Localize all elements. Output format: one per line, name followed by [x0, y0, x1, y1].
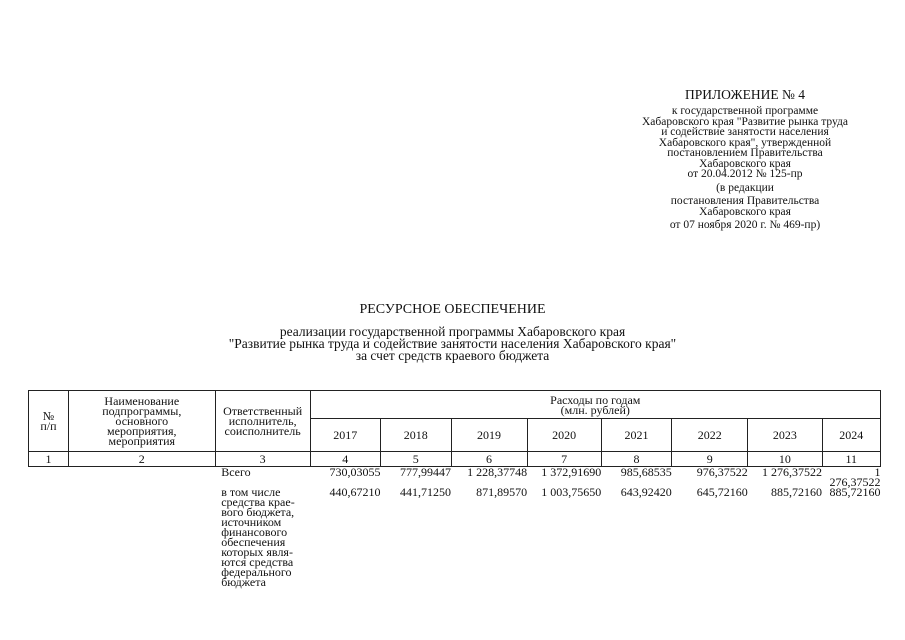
- header-executor-line: исполнитель,: [228, 414, 297, 428]
- subtitle-line: за счет средств краевого бюджета: [355, 348, 550, 363]
- appendix-title: ПРИЛОЖЕНИЕ № 4: [684, 87, 806, 102]
- table-row: [29, 487, 881, 587]
- row-value: 440,67210: [329, 485, 381, 499]
- column-number: 1: [29, 452, 69, 467]
- column-number: 8: [601, 452, 671, 467]
- appendix-line: Хабаровского края "Развитие рынка труда: [642, 115, 848, 128]
- row-value: 645,72160: [696, 485, 748, 499]
- column-number: 2: [68, 452, 215, 467]
- header-year: 2022: [672, 419, 748, 452]
- header-name-line: основного: [115, 414, 169, 428]
- header-name-line: Наименование: [104, 394, 180, 408]
- row-label-line: вого бюджета,: [221, 505, 295, 519]
- row-label: [215, 487, 310, 587]
- row-label-line: обеспечения: [221, 535, 286, 549]
- row-label-line: бюджета: [221, 575, 266, 589]
- row-label-line: которых явля-: [221, 545, 293, 559]
- row-value: 885,72160: [829, 485, 881, 499]
- row-label: Всего: [221, 465, 251, 479]
- row-label-line: ются средства: [221, 555, 294, 569]
- row-value: 871,89570: [476, 485, 528, 499]
- column-number: 3: [215, 452, 310, 467]
- appendix-line: постановлением Правительства: [667, 147, 823, 159]
- header-year: 2021: [601, 419, 671, 452]
- header-year: 2020: [527, 419, 601, 452]
- appendix-line: Хабаровского края: [699, 157, 791, 170]
- row-label-line: федерального: [221, 565, 292, 579]
- row-value: 1 228,37748: [467, 465, 528, 479]
- header-expenses: [310, 391, 880, 419]
- subtitle-line: "Развитие рынка труда и содействие занятости населения Хабаровского края": [228, 336, 677, 351]
- header-name-line: подпрограммы,: [102, 404, 182, 418]
- row-value: 1 276,37522: [829, 465, 881, 489]
- header-year: 2024: [822, 419, 881, 452]
- column-number: 5: [381, 452, 451, 467]
- column-number: 10: [748, 452, 822, 467]
- header-name: [68, 391, 215, 452]
- resource-table: [28, 390, 881, 587]
- appendix-line: к государственной программе: [671, 105, 819, 117]
- row-value: 730,03055: [329, 465, 381, 479]
- row-value: 1 003,75650: [541, 485, 602, 499]
- row-num: [29, 467, 69, 488]
- row-value: 643,92420: [620, 485, 672, 499]
- column-number: 11: [822, 452, 881, 467]
- row-value: 885,72160: [771, 485, 822, 499]
- document-subtitle: [0, 326, 905, 362]
- header-expenses-line: Расходы по годам: [550, 392, 641, 407]
- column-number: 7: [527, 452, 601, 467]
- row-value: 1 372,91690: [541, 465, 602, 479]
- header-year: 2019: [451, 419, 527, 452]
- header-year: 2017: [310, 419, 380, 452]
- row-label-line: в том числе: [221, 485, 281, 499]
- column-number: 4: [310, 452, 380, 467]
- header-num-line: п/п: [40, 419, 57, 433]
- row-value: 976,37522: [696, 465, 748, 479]
- document-title: РЕСУРСНОЕ ОБЕСПЕЧЕНИЕ: [359, 302, 546, 317]
- row-name: [68, 487, 215, 587]
- header-num: [29, 391, 69, 452]
- header-executor: [215, 391, 310, 452]
- row-label-line: источником: [221, 515, 282, 529]
- header-executor-line: Ответственный: [223, 404, 303, 418]
- appendix-line: от 20.04.2012 № 125-пр: [687, 168, 803, 180]
- row-value: 985,68535: [620, 465, 672, 479]
- row-name: [68, 467, 215, 488]
- column-number: 6: [451, 452, 527, 467]
- appendix-line: и содействие занятости населения: [661, 126, 829, 138]
- subtitle-line: реализации государственной программы Хабаровского края: [279, 324, 626, 339]
- edition-line: Хабаровского края: [699, 205, 791, 218]
- row-label-line: средства крае-: [221, 495, 295, 509]
- row-label-line: финансового: [221, 525, 288, 539]
- row-value: 777,99447: [400, 465, 452, 479]
- edition-line: от 07 ноября 2020 г. № 469-пр): [669, 219, 821, 231]
- appendix-block: [610, 88, 880, 231]
- row-value: 441,71250: [400, 485, 452, 499]
- edition-line: постановления Правительства: [670, 195, 820, 207]
- table-row: [29, 467, 881, 488]
- header-executor-line: соисполнитель: [224, 424, 301, 438]
- header-year: 2023: [748, 419, 822, 452]
- header-expenses-line: (млн. рублей): [560, 402, 630, 417]
- header-name-line: мероприятия,: [107, 424, 177, 438]
- edition-line: (в редакции: [716, 181, 774, 194]
- row-num: [29, 487, 69, 587]
- header-year: 2018: [381, 419, 451, 452]
- row-value: 1 276,37522: [762, 465, 822, 479]
- appendix-line: Хабаровского края", утвержденной: [658, 136, 832, 149]
- column-numbers-row: [29, 452, 881, 467]
- header-num-line: №: [42, 409, 55, 423]
- column-number: 9: [672, 452, 748, 467]
- header-name-line: мероприятия: [108, 434, 176, 448]
